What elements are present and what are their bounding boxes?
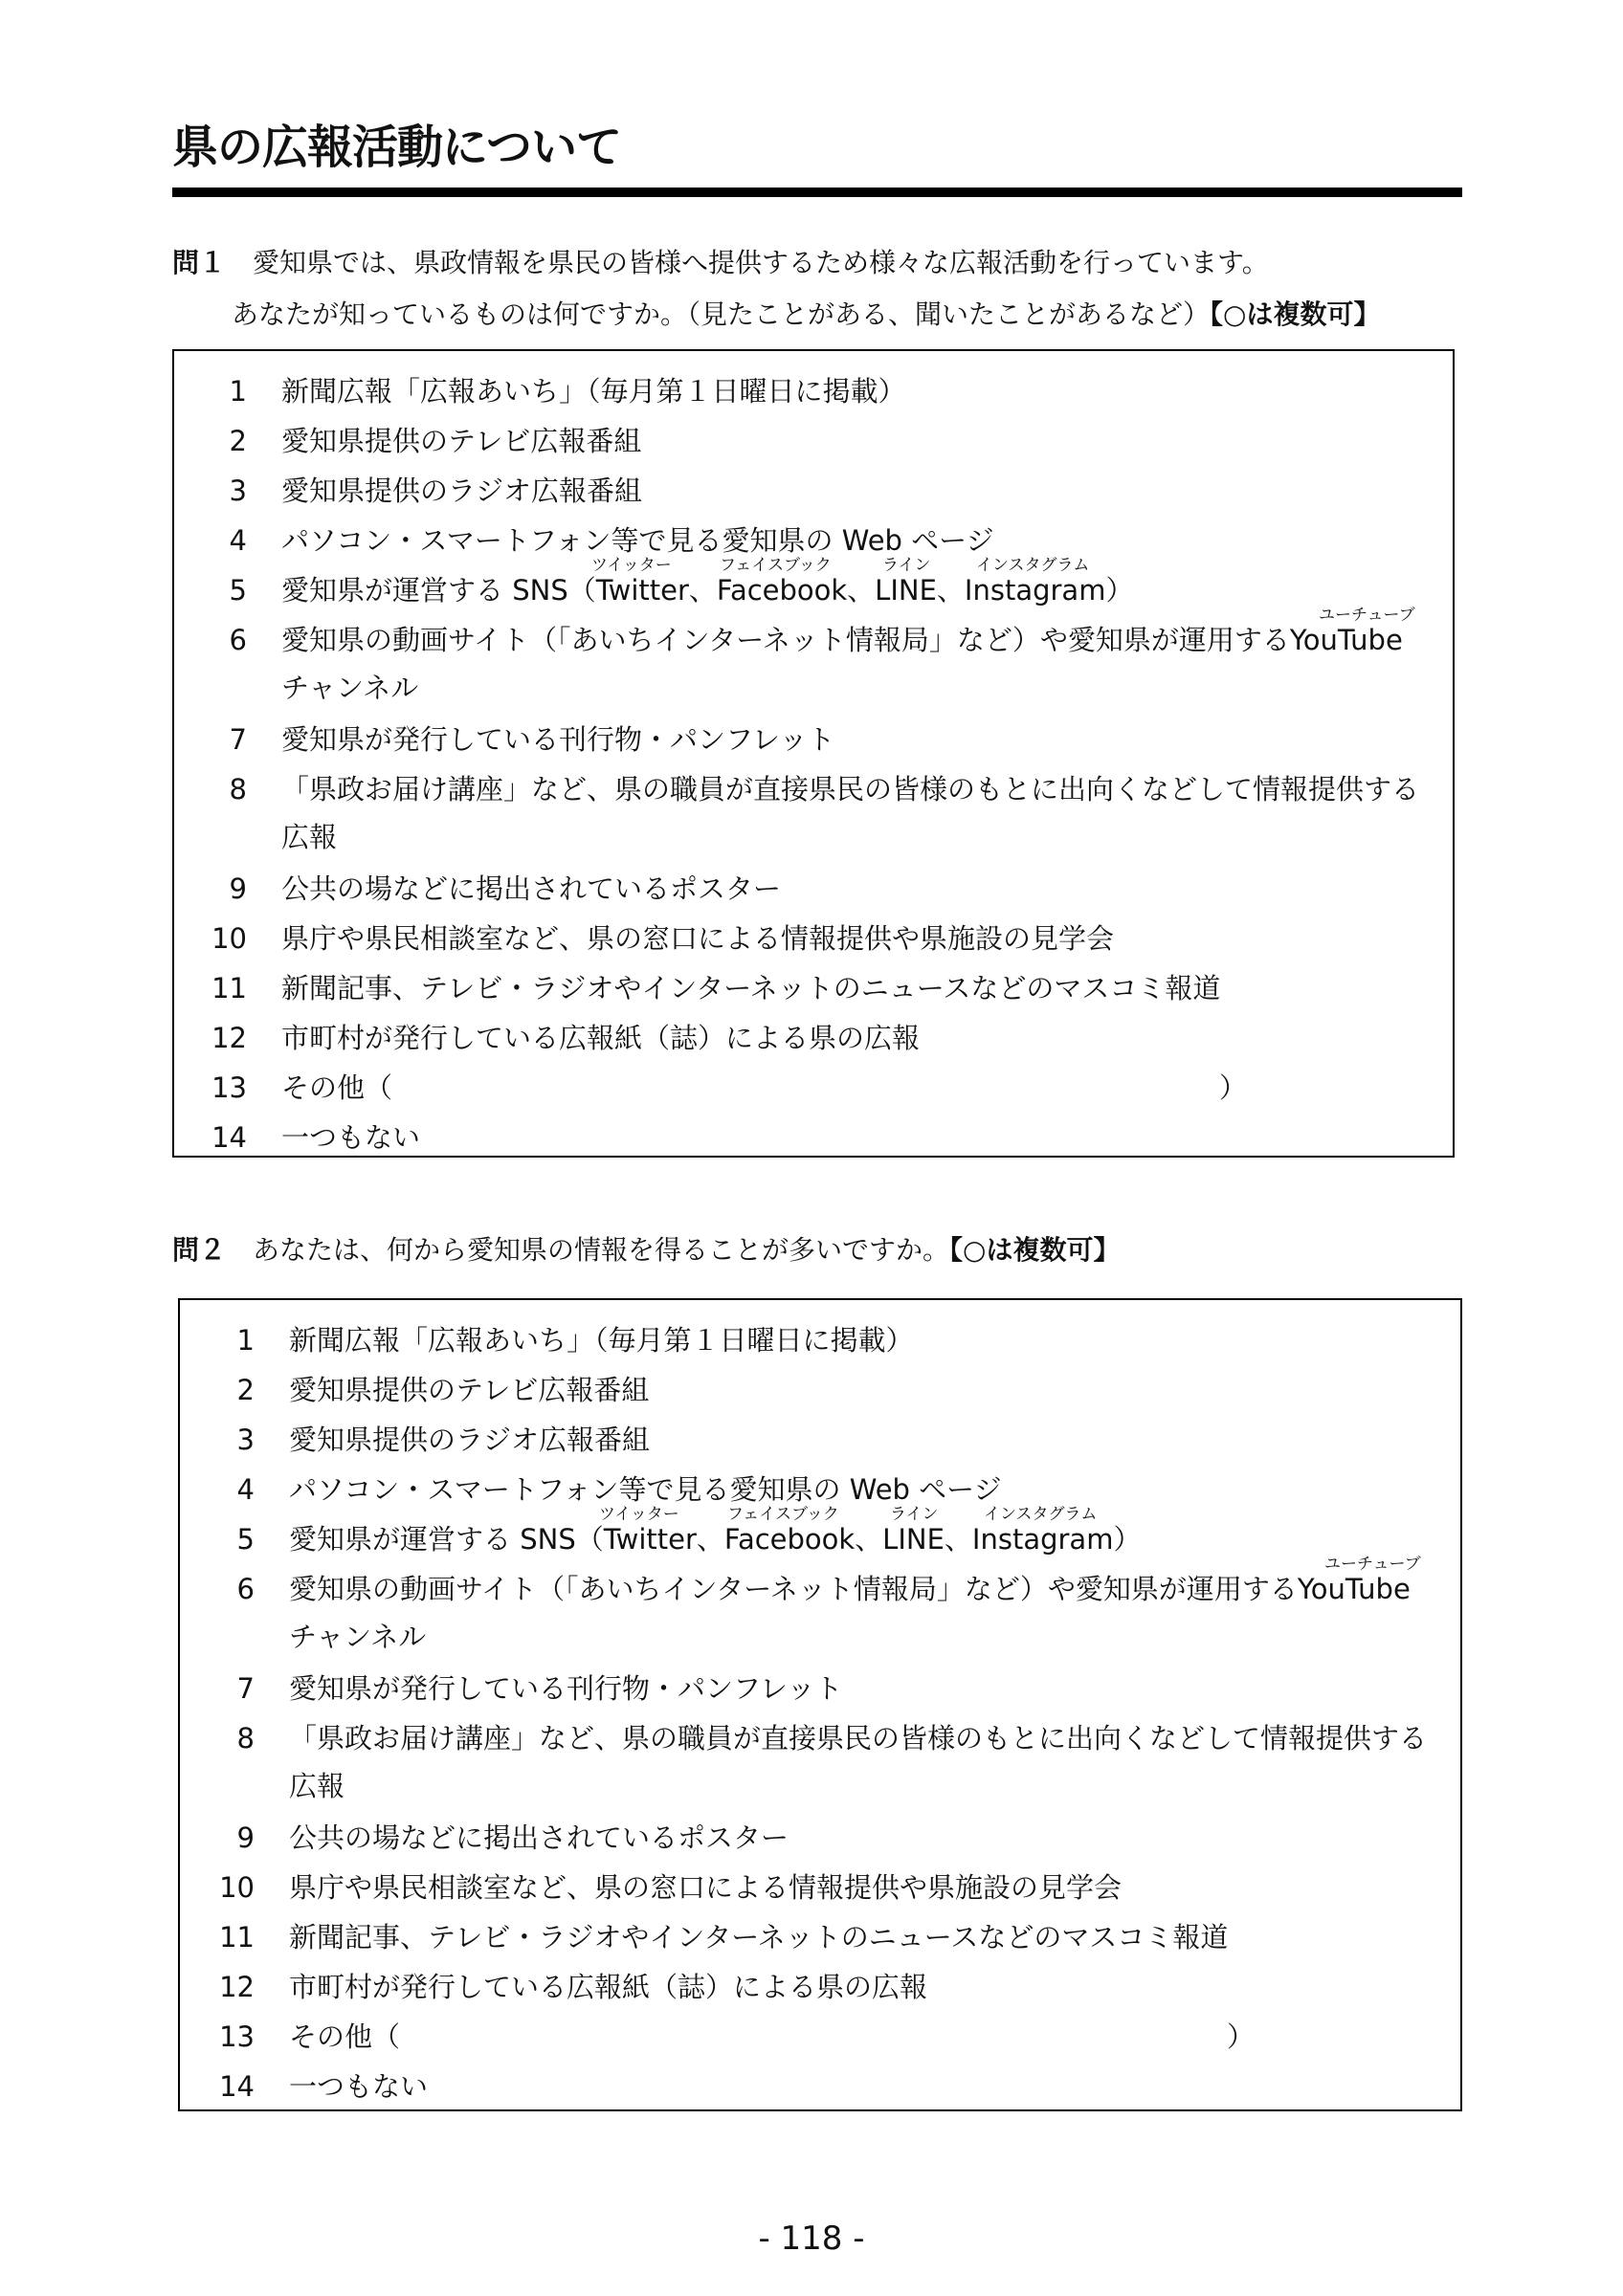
q2-option-1-number: 1	[236, 1324, 255, 1357]
q1-ruby-facebook: フェイスブック	[720, 556, 832, 575]
q2-option-11-text: 新聞記事、テレビ・ラジオやインターネットのニュースなどのマスコミ報道	[289, 1921, 1229, 1954]
question-2-options-box	[178, 1298, 1462, 2111]
question-1-line1: 愛知県では、県政情報を県民の皆様へ提供するため様々な広報活動を行っています。	[253, 247, 1269, 278]
q1-option-7-text: 愛知県が発行している刊行物・パンフレット	[281, 723, 835, 756]
q2-option-7-text: 愛知県が発行している刊行物・パンフレット	[289, 1672, 843, 1705]
q1-option-11-text: 新聞記事、テレビ・ラジオやインターネットのニュースなどのマスコミ報道	[281, 972, 1221, 1004]
q1-option-6-continuation: チャンネル	[281, 672, 419, 704]
q2-option-11-number: 11	[219, 1921, 255, 1954]
q2-option-6-number: 6	[236, 1573, 255, 1605]
q2-option-12-number: 12	[219, 1971, 255, 2003]
q1-option-10-text: 県庁や県民相談室など、県の窓口による情報提供や県施設の見学会	[281, 922, 1115, 955]
q2-option-3-number: 3	[236, 1424, 255, 1456]
q1-option-13-number: 13	[211, 1071, 247, 1104]
q1-ruby-twitter: ツイッター	[591, 556, 672, 575]
q1-option-5-number: 5	[229, 574, 247, 607]
q2-option-4-number: 4	[236, 1473, 255, 1506]
question-1-line2: あなたが知っているものは何ですか。（見たことがある、聞いたことがあるなど）	[232, 298, 1211, 330]
q2-ruby-facebook: フェイスブック	[727, 1505, 839, 1524]
q1-option-2-number: 2	[229, 425, 247, 457]
q2-option-14-number: 14	[219, 2070, 255, 2103]
q1-option-10-number: 10	[211, 922, 247, 955]
q2-option-14-text: 一つもない	[289, 2070, 429, 2103]
page-number: - 118 -	[758, 2219, 865, 2258]
q1-option-3-number: 3	[229, 475, 247, 507]
q1-option-5-text: 愛知県が運営する SNS（Twitter、Facebook、LINE、Instagram）	[281, 574, 1134, 607]
q2-option-10-text: 県庁や県民相談室など、県の窓口による情報提供や県施設の見学会	[289, 1871, 1123, 1904]
q1-ruby-instagram: インスタグラム	[976, 556, 1090, 575]
q2-option-9-text: 公共の場などに掲出されているポスター	[289, 1821, 789, 1854]
q1-ruby-line: ライン	[882, 556, 931, 575]
q2-option-5-text: 愛知県が運営する SNS（Twitter、Facebook、LINE、Instagram）	[289, 1523, 1142, 1556]
q2-option-3-text: 愛知県提供のラジオ広報番組	[289, 1424, 651, 1456]
q2-option-6-text: 愛知県の動画サイト（「あいちインターネット情報局」など）や愛知県が運用するYouTube	[289, 1573, 1411, 1605]
q2-option-4-text: パソコン・スマートフォン等で見る愛知県の Web ページ	[289, 1473, 1002, 1506]
q2-option-2-number: 2	[236, 1374, 255, 1406]
q2-option-1-text: 新聞広報「広報あいち」（毎月第１日曜日に掲載）	[289, 1324, 914, 1357]
q1-option-1-number: 1	[229, 375, 247, 408]
q2-ruby-twitter: ツイッター	[599, 1505, 679, 1524]
q2-option-2-text: 愛知県提供のテレビ広報番組	[289, 1374, 650, 1406]
q2-option-8-continuation: 広報	[289, 1770, 345, 1802]
q1-option-12-text: 市町村が発行している広報紙（誌）による県の広報	[281, 1022, 921, 1054]
page-title: 県の広報活動について	[172, 121, 622, 174]
q1-option-14-text: 一つもない	[281, 1121, 421, 1154]
q1-option-7-number: 7	[229, 723, 247, 756]
q1-option-3-text: 愛知県提供のラジオ広報番組	[281, 475, 643, 507]
q2-option-9-number: 9	[236, 1821, 255, 1854]
question-2	[172, 1234, 1120, 1267]
q2-ruby-instagram: インスタグラム	[984, 1505, 1098, 1524]
question-2-label: 問２	[172, 1234, 227, 1266]
question-1	[172, 247, 1380, 330]
q1-option-9-text: 公共の場などに掲出されているポスター	[281, 872, 782, 905]
q2-option-8-text: 「県政お届け講座」など、県の職員が直接県民の皆様のもとに出向くなどして情報提供する	[289, 1722, 1428, 1755]
q1-option-8-text: 「県政お届け講座」など、県の職員が直接県民の皆様のもとに出向くなどして情報提供する	[281, 773, 1420, 806]
question-2-note: 【○は複数可】	[949, 1234, 1121, 1266]
q2-option-7-number: 7	[236, 1672, 255, 1705]
question-1-line2-wrap	[172, 298, 1380, 331]
question-1-label: 問１	[172, 247, 227, 278]
q2-option-5-number: 5	[236, 1523, 255, 1556]
q1-option-4-text: パソコン・スマートフォン等で見る愛知県の Web ページ	[281, 524, 994, 557]
q2-ruby-line: ライン	[890, 1505, 939, 1524]
q2-option-10-number: 10	[219, 1871, 255, 1904]
question-1-options-box	[172, 349, 1455, 1158]
q1-option-13-text: その他（	[281, 1071, 393, 1104]
q1-option-13-close-paren: ）	[1219, 1071, 1248, 1104]
q1-option-2-text: 愛知県提供のテレビ広報番組	[281, 425, 642, 457]
q1-option-6-text: 愛知県の動画サイト（「あいちインターネット情報局」など）や愛知県が運用するYouTube	[281, 624, 1403, 656]
q1-option-11-number: 11	[211, 972, 247, 1004]
q1-option-14-number: 14	[211, 1121, 247, 1154]
q1-option-8-number: 8	[229, 773, 247, 806]
q2-option-13-number: 13	[219, 2020, 255, 2053]
q1-option-6-number: 6	[229, 624, 247, 656]
question-1-note: 【○は複数可】	[1210, 298, 1381, 330]
q1-ruby-youtube: ユーチューブ	[1319, 606, 1415, 625]
q1-option-4-number: 4	[229, 524, 247, 557]
q2-option-13-close-paren: ）	[1227, 2020, 1256, 2053]
q1-option-12-number: 12	[211, 1022, 247, 1054]
q1-option-9-number: 9	[229, 872, 247, 905]
q2-option-13-text: その他（	[289, 2020, 401, 2053]
q1-option-8-continuation: 広報	[281, 821, 338, 853]
q2-option-8-number: 8	[236, 1722, 255, 1755]
q1-option-1-text: 新聞広報「広報あいち」（毎月第１日曜日に掲載）	[281, 375, 906, 408]
q2-option-6-continuation: チャンネル	[289, 1621, 427, 1653]
title-underline	[172, 188, 1462, 197]
question-2-text: あなたは、何から愛知県の情報を得ることが多いですか。	[253, 1234, 950, 1266]
q2-ruby-youtube: ユーチューブ	[1324, 1555, 1421, 1574]
q2-option-12-text: 市町村が発行している広報紙（誌）による県の広報	[289, 1971, 928, 2003]
